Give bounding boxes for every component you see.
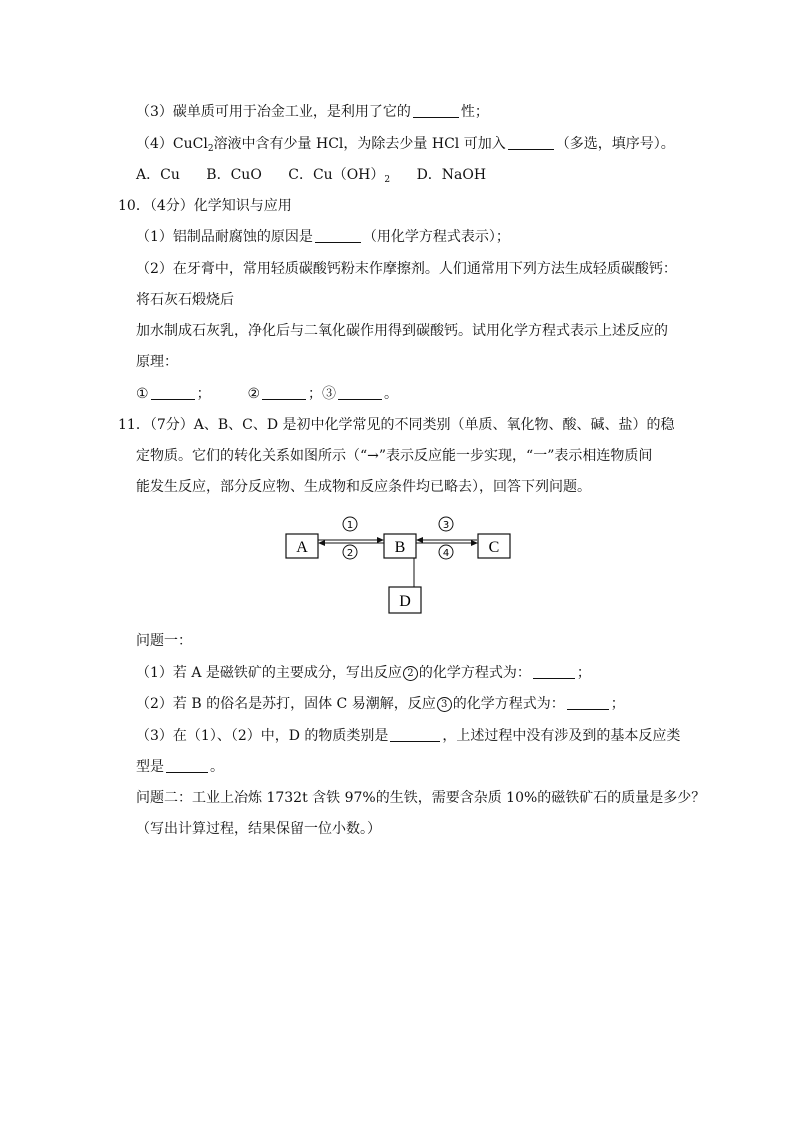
answer-blank[interactable]	[166, 758, 208, 773]
conversion-diagram	[280, 512, 520, 618]
answer-blank[interactable]	[151, 385, 195, 400]
reaction-3-label: 3	[442, 520, 450, 531]
answer-blank[interactable]	[315, 228, 361, 243]
box-c-label: C	[488, 539, 500, 556]
q11-line3: 能发生反应，部分反应物、生成物和反应条件均已略去），回答下列问题。	[136, 479, 591, 495]
q11-line2: 定物质。它们的转化关系如图所示（“→”表示反应能一步实现，“一”表示相连物质间	[136, 448, 653, 464]
box-b-label: B	[394, 539, 406, 556]
q10-part2-line2: 将石灰石煅烧后	[136, 292, 234, 308]
reaction-2-label: 2	[346, 548, 354, 559]
option-b: B．CuO	[206, 167, 262, 183]
reaction-1-label: 1	[346, 520, 354, 531]
answer-blank[interactable]	[533, 664, 575, 679]
q11-part3: （3）在（1）、（2）中，D 的物质类别是 ，上述过程中没有涉及到的基本反应类	[136, 728, 681, 744]
option-c: C．$Cu(OH)_2$	[288, 167, 391, 185]
answer-blank[interactable]	[390, 727, 440, 742]
q10-part2-line1: （2）在牙膏中，常用轻质碳酸钙粉末作摩擦剂。人们通常用下列方法生成轻质碳酸钙：	[136, 261, 677, 277]
answer-blank[interactable]	[262, 385, 306, 400]
q10-title: 10．（4分）化学知识与应用	[118, 198, 292, 214]
q10-part2-line3: 加水制成石灰乳，净化后与二氧化碳作用得到碳酸钙。试用化学方程式表示上述反应的	[136, 323, 668, 339]
box-a-label: A	[296, 539, 308, 556]
q11-part2: （2）若 B 的俗名是苏打，固体 C 易潮解，反应 3 的化学方程式为： ；	[136, 696, 625, 712]
q9-options	[136, 166, 508, 189]
box-d-label: D	[399, 593, 411, 610]
q10-part1: （1）铝制品耐腐蚀的原因是 （用化学方程式表示）；	[136, 229, 510, 245]
q9-part4: （4）CuCl$_2$溶液中含有少量 HCl，为除去少量 HCl 可加入 （多选，填序号）。	[136, 136, 675, 154]
q9-part3: （3）碳单质可用于冶金工业，是利用了它的 性；	[136, 104, 489, 120]
q11-line1: 11．（7分）A、B、C、D 是初中化学常见的不同类别（单质、氧化物、酸、碱、盐）的稳	[118, 417, 675, 433]
answer-blank[interactable]	[508, 135, 554, 150]
question1-title: 问题一：	[136, 633, 192, 649]
q11-part3-line2: 型是 。	[136, 759, 224, 775]
option-a: A．Cu	[136, 167, 180, 183]
answer-blank[interactable]	[567, 695, 609, 710]
option-d: D．NaOH	[416, 167, 487, 183]
q10-answers: ① ； ② ；③ 。	[136, 386, 399, 402]
reaction-4-label: 4	[442, 548, 450, 559]
q11-part1: （1）若 A 是磁铁矿的主要成分，写出反应 2 的化学方程式为： ；	[136, 665, 591, 681]
question2-line2: （写出计算过程，结果保留一位小数。）	[136, 821, 381, 837]
q10-part2-line4: 原理：	[136, 354, 178, 370]
answer-blank[interactable]	[338, 385, 382, 400]
answer-blank[interactable]	[413, 103, 459, 118]
question2-line1: 问题二：工业上冶炼 1732t 含铁 97%的生铁，需要含杂质 10%的磁铁矿石的质量是多少？	[136, 790, 706, 806]
